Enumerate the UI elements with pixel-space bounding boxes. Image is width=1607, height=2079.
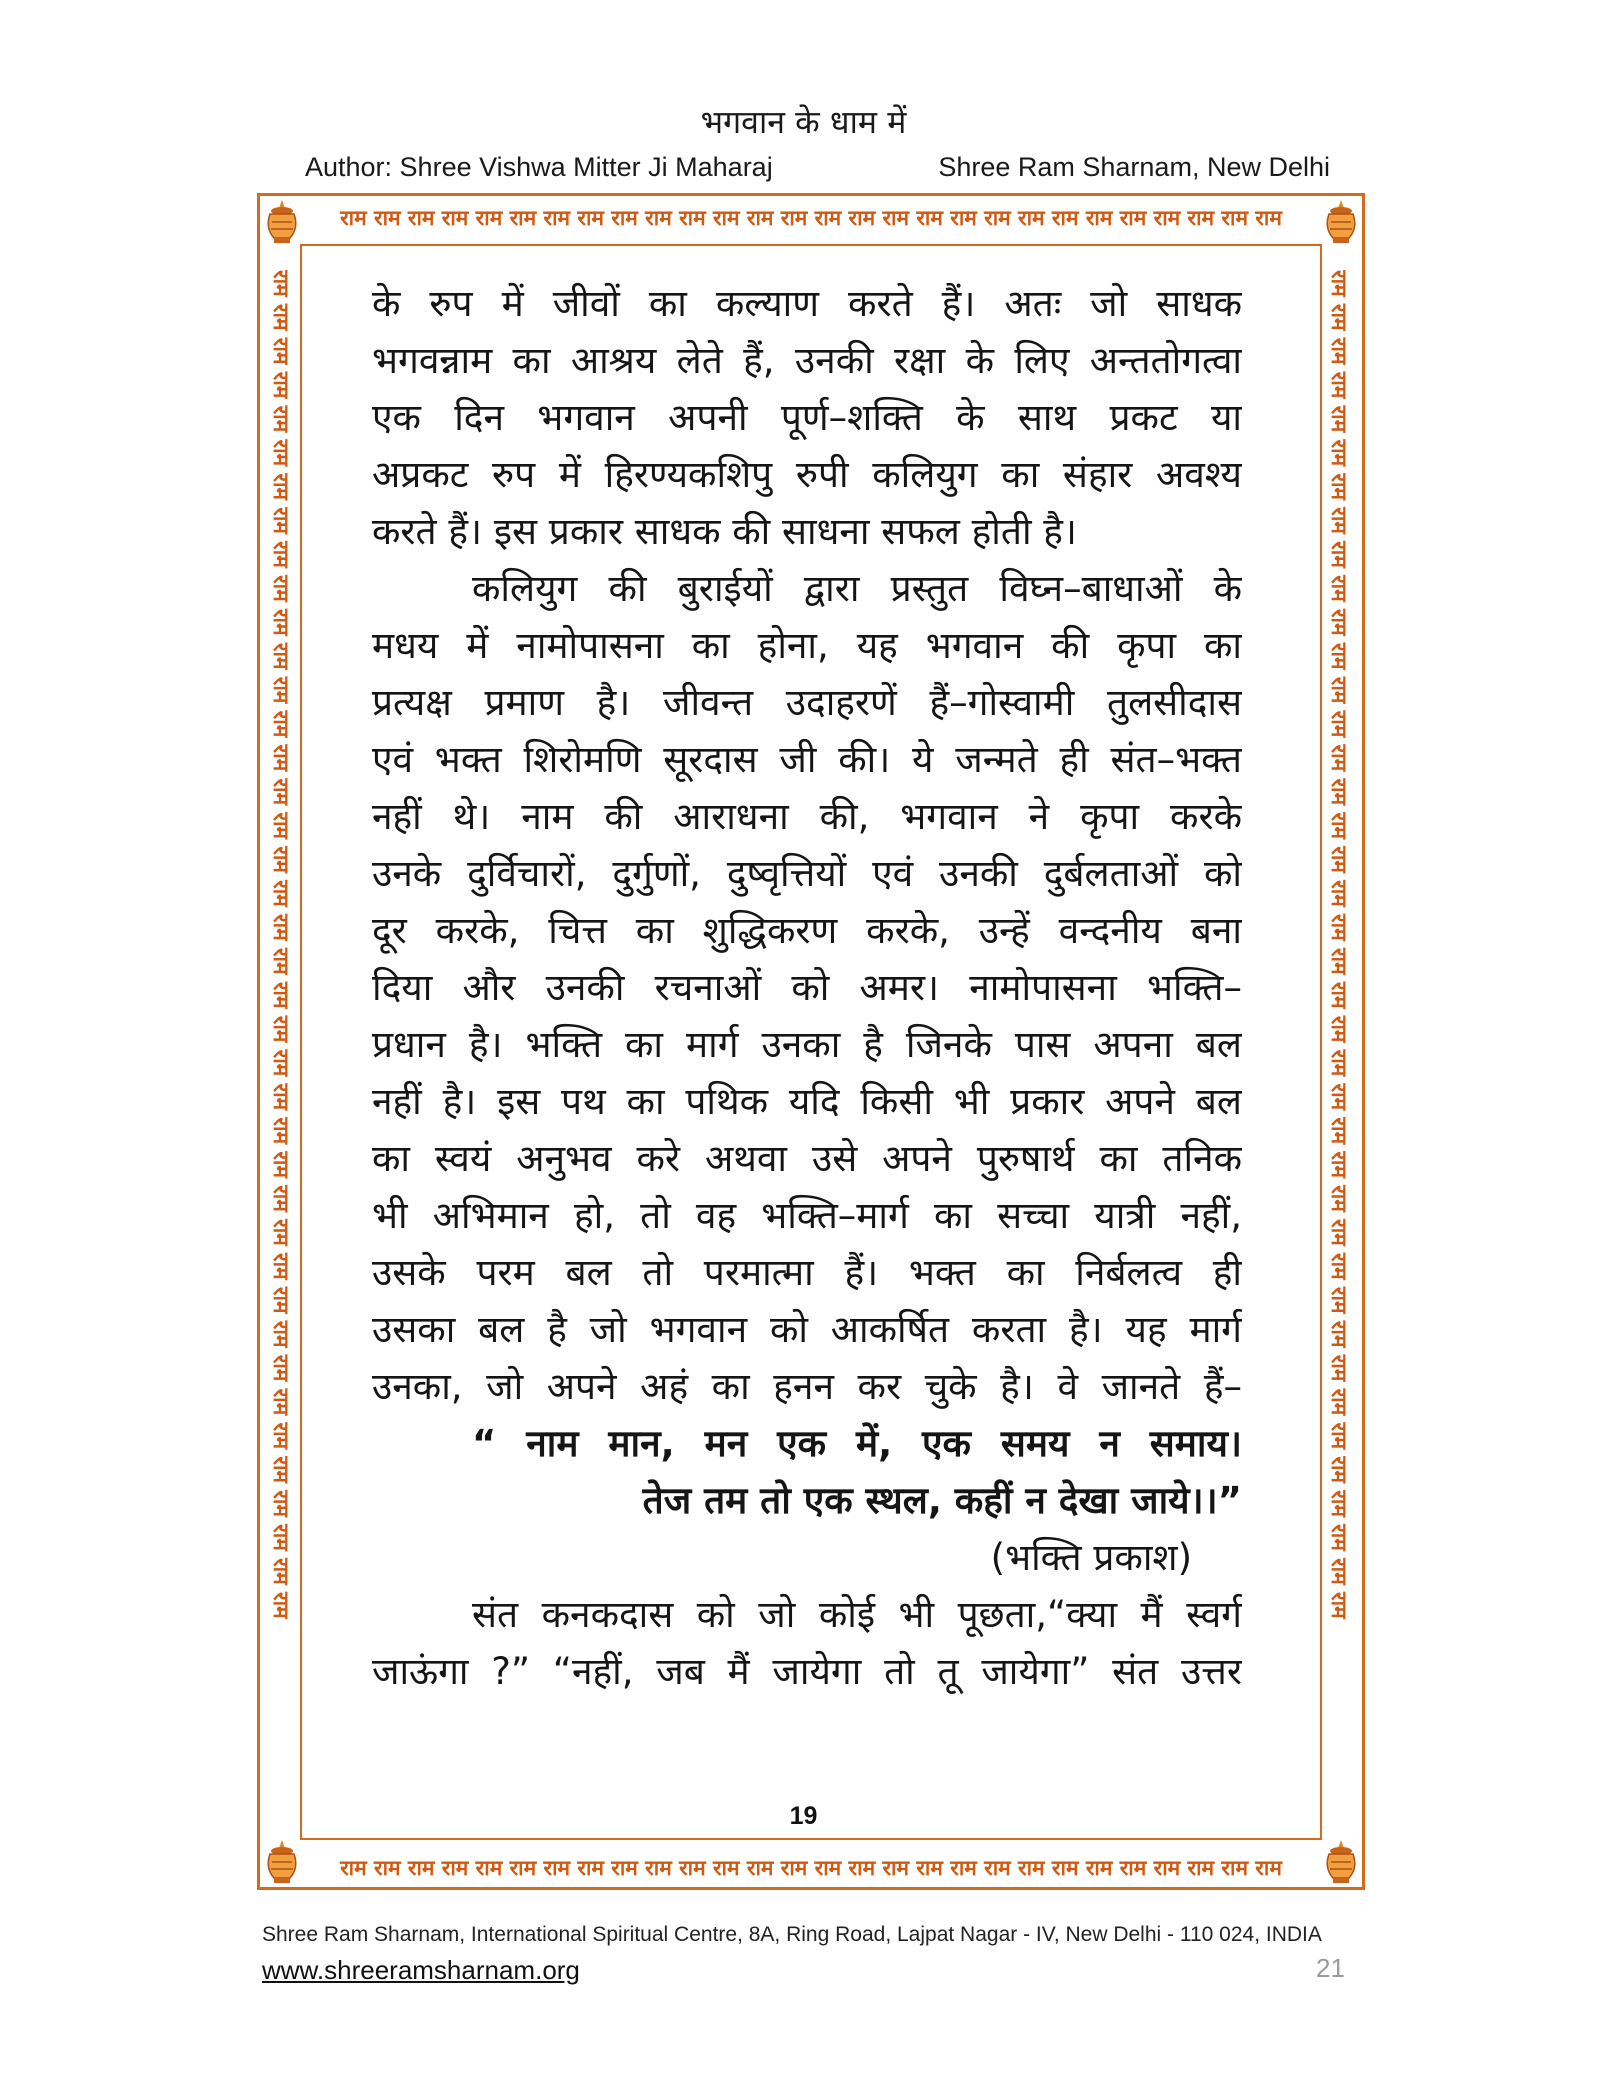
text-line: उनके दुर्विचारों, दुर्गुणों, दुष्वृत्तियों एवं उनकी दुर्बलताओं को [372,852,1242,895]
ram-border-top: राम राम राम राम राम राम राम राम राम राम राम राम राम राम राम राम राम राम राम राम राम राम राम राम राम राम राम राम [340,206,1282,230]
quote-line: “ नाम मान, मन एक में, एक समय न समाय। [472,1422,1242,1465]
text-line: संत कनकदास को जो कोई भी पूछता,“क्या मैं स्वर्ग [472,1593,1242,1636]
text-line: मधय में नामोपासना का होना, यह भगवान की कृपा का [372,624,1242,667]
text-line: उसके परम बल तो परमात्मा हैं। भक्त का निर्बलत्व ही [372,1251,1242,1294]
text-line: भी अभिमान हो, तो वह भक्ति–मार्ग का सच्चा यात्री नहीं, [372,1194,1242,1237]
text-line: का स्वयं अनुभव करे अथवा उसे अपने पुरुषार्थ का तनिक [372,1137,1242,1180]
header-row [305,152,1330,192]
text-line: एवं भक्त शिरोमणि सूरदास जी की। ये जन्मते ही संत–भक्त [372,738,1242,781]
ram-border-left: राम राम राम राम राम राम राम राम राम राम राम राम राम राम राम राम राम राम राम राम राम राम राम राम राम राम राम राम राम राम राम राम राम राम राम राम राम राम राम राम [269,270,293,1619]
quote-line: तेज तम तो एक स्थल, कहीं न देखा जाये।।” [642,1479,1242,1522]
organization-label: Shree Ram Sharnam, New Delhi [938,152,1330,182]
author-label: Author: Shree Vishwa Mitter Ji Maharaj [305,152,773,182]
text-line: एक दिन भगवान अपनी पूर्ण–शक्ति के साथ प्रकट या [372,396,1242,439]
text-line: प्रत्यक्ष प्रमाण है। जीवन्त उदाहरणें हैं–गोस्वामी तुलसीदास [372,681,1242,724]
text-line: जाऊंगा ?” “नहीं, जब मैं जायेगा तो तू जायेगा” संत उत्तर [372,1650,1242,1693]
text-line: कलियुग की बुराईयों द्वारा प्रस्तुत विघ्न–बाधाओं के [472,567,1242,610]
body-text [372,275,1242,1700]
ram-border-right: राम राम राम राम राम राम राम राम राम राम राम राम राम राम राम राम राम राम राम राम राम राम राम राम राम राम राम राम राम राम राम राम राम राम राम राम राम राम राम राम [1327,270,1351,1619]
text-line: दूर करके, चित्त का शुद्धिकरण करके, उन्हें वन्दनीय बना [372,909,1242,952]
website-link[interactable]: www.shreeramsharnam.org [262,1955,580,1985]
footer-address: Shree Ram Sharnam, International Spiritual Centre, 8A, Ring Road, Lajpat Nagar - IV, New Delhi - 110 024, INDIA [262,1923,1322,1946]
quote-source: (भक्ति प्रकाश) [990,1536,1192,1579]
text-line: उसका बल है जो भगवान को आकर्षित करता है। यह मार्ग [372,1308,1242,1351]
kalash-icon [262,198,302,246]
text-line: उनका, जो अपने अहं का हनन कर चुके है। वे जानते हैं– [372,1365,1242,1408]
page-number: 21 [1316,1953,1345,1983]
kalash-icon [1321,1838,1361,1886]
text-line: नहीं है। इस पथ का पथिक यदि किसी भी प्रकार अपने बल [372,1080,1242,1123]
text-line: अप्रकट रुप में हिरण्यकशिपु रुपी कलियुग का संहार अवश्य [372,453,1242,496]
ram-border-bottom: राम राम राम राम राम राम राम राम राम राम राम राम राम राम राम राम राम राम राम राम राम राम राम राम राम राम राम राम [340,1856,1282,1880]
kalash-icon [1321,198,1361,246]
text-line: नहीं थे। नाम की आराधना की, भगवान ने कृपा करके [372,795,1242,838]
text-line: करते हैं। इस प्रकार साधक की साधना सफल होती है। [372,510,1077,553]
inner-page-number: 19 [789,1802,818,1830]
kalash-icon [262,1838,302,1886]
text-line: के रुप में जीवों का कल्याण करते हैं। अतः जो साधक [372,282,1242,325]
text-line: प्रधान है। भक्ति का मार्ग उनका है जिनके पास अपना बल [372,1023,1242,1066]
text-line: भगवन्नाम का आश्रय लेते हैं, उनकी रक्षा के लिए अन्ततोगत्वा [372,339,1242,382]
text-line: दिया और उनकी रचनाओं को अमर। नामोपासना भक्ति– [372,966,1242,1009]
page-title: भगवान के धाम में [700,103,907,141]
